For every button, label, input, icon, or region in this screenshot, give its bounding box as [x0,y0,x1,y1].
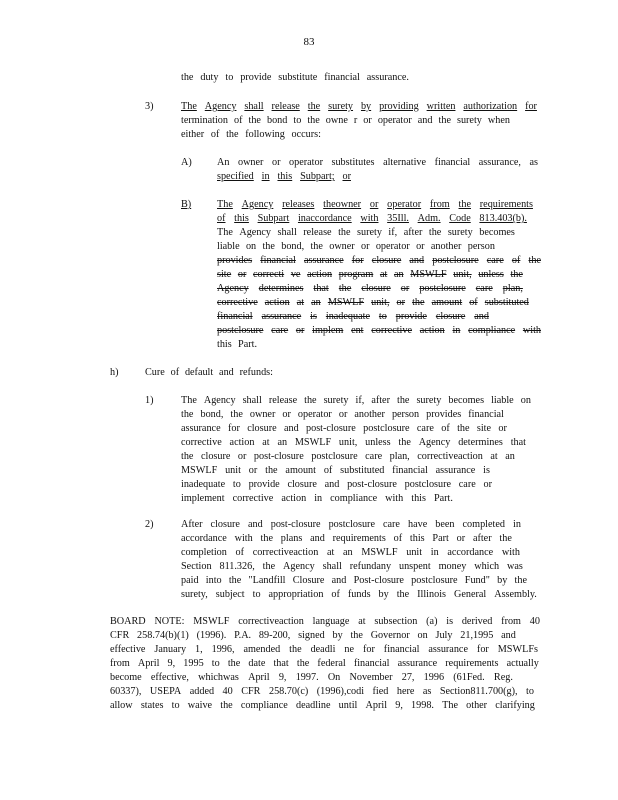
item-3-line-2: termination of the bond to the owne r or operator and the surety when [181,115,510,126]
board-note-line-2: CFR 258.74(b)(1) (1996). P.A. 89-200, signed by the Governor on July 21,1995 and [110,630,516,641]
board-note-line-1: BOARD NOTE: MSWLF correctiveaction language at subsection (a) is derived from 40 [110,616,540,627]
h-item-2-line-2: accordance with the plans and requirements of this Part or after the [181,533,512,544]
item-3-line-1: The Agency shall release the surety by providing written authorization for [181,101,537,112]
h-item-1-line-5: the closure or post-closure postclosure care plan, correctiveaction at an [181,451,515,462]
sub-b-line-6: site or correcti ve action program at an MSWLF unit, unless the [217,269,523,280]
item-3-label: 3) [145,101,154,112]
sub-b-line-8: corrective action at an MSWLF unit, or the amount of substituted [217,297,529,308]
sub-a-line-2: specified in this Subpart; or [217,171,351,182]
h-item-1-line-2: the bond, the owner or operator or another person provides financial [181,409,504,420]
intro-line: the duty to provide substitute financial assurance. [181,72,409,83]
sub-b-line-4: liable on the bond, the owner or operator or another person [217,241,495,252]
sub-b-line-11: this Part. [217,339,257,350]
h-item-2-label: 2) [145,519,154,530]
h-item-2-line-3: completion of correctiveaction at an MSWLF unit in accordance with [181,547,520,558]
board-note-line-3: effective January 1, 1996, amended the deadli ne for financial assurance for MSWLFs [110,644,538,655]
h-item-2-line-6: surety, subject to appropriation of funds by the Illinois General Assembly. [181,589,537,600]
board-note-line-6: 60337), USEPA added 40 CFR 258.70(c) (1996),codi fied here as Section811.700(g), to [110,686,534,697]
h-item-2-line-1: After closure and post-closure postclosure care have been completed in [181,519,521,530]
h-item-2-line-4: Section 811.326, the Agency shall refundany unspent money which was [181,561,523,572]
board-note-line-5: become effective, whichwas April 9, 1997. On November 27, 1996 (61Fed. Reg. [110,672,513,683]
sub-b-line-9: financial assurance is inadequate to provide closure and [217,311,489,322]
sub-b-line-1: The Agency releases theowner or operator from the requirements [217,199,533,210]
h-item-1-line-6: MSWLF unit or the amount of substituted financial assurance is [181,465,490,476]
sub-b-line-10: postclosure care or implem ent corrective action in compliance with [217,325,541,336]
page-number: 83 [303,36,315,48]
section-h-label: h) [110,367,119,378]
h-item-1-line-8: implement corrective action in compliance with this Part. [181,493,453,504]
sub-b-line-5: provides financial assurance for closure and postclosure care of the [217,255,541,266]
sub-b-line-2: of this Subpart inaccordance with 35Ill. Adm. Code 813.403(b). [217,213,527,224]
h-item-1-label: 1) [145,395,154,406]
board-note-line-4: from April 9, 1995 to the date that the federal financial assurance requirements actually [110,658,539,669]
sub-a-label: A) [181,157,192,168]
h-item-1-line-3: assurance for closure and post-closure postclosure care of the site or [181,423,507,434]
section-h-title: Cure of default and refunds: [145,367,273,378]
h-item-1-line-7: inadequate to provide closure and post-closure postclosure care or [181,479,492,490]
h-item-1-line-4: corrective action at an MSWLF unit, unless the Agency determines that [181,437,526,448]
item-3-line-3: either of the following occurs: [181,129,321,140]
h-item-2-line-5: paid into the "Landfill Closure and Post-closure postclosure Fund" by the [181,575,527,586]
sub-b-label: B) [181,199,192,210]
h-item-1-line-1: The Agency shall release the surety if, after the surety becomes liable on [181,395,531,406]
board-note-line-7: allow states to waive the compliance deadline until April 9, 1998. The other clarifying [110,700,535,711]
sub-a-line-1: An owner or operator substitutes alternative financial assurance, as [217,157,538,168]
sub-b-line-3: The Agency shall release the surety if, after the surety becomes [217,227,515,238]
sub-b-line-7: Agency determines that the closure or postclosure care plan, [217,283,523,294]
